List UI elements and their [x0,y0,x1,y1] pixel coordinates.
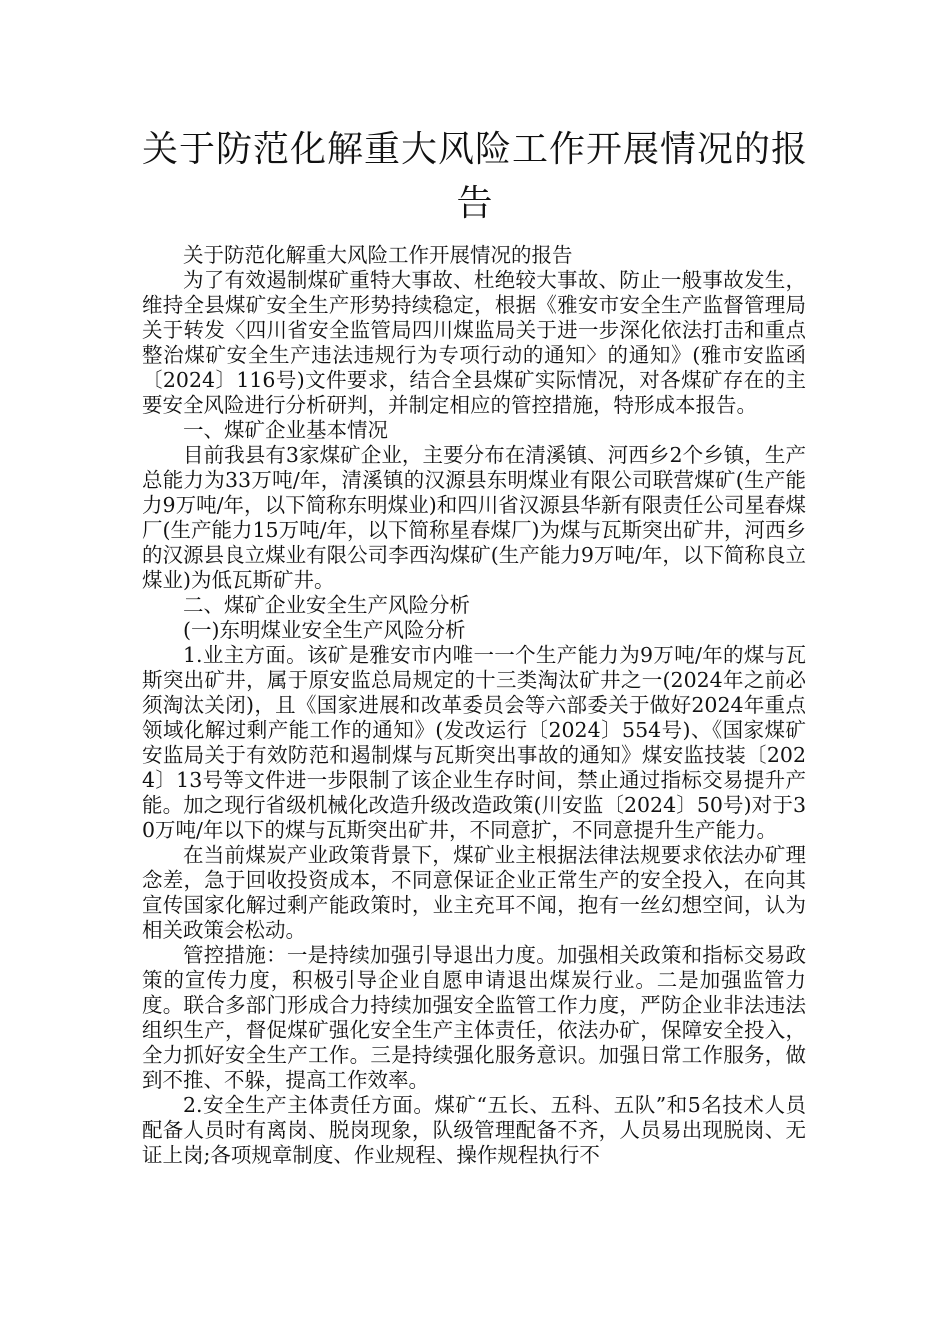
subsection-heading-dongming: (一)东明煤业安全生产风险分析 [183,618,466,642]
paragraph-policy-background: 在当前煤炭产业政策背景下，煤矿业主根据法律法规要求依法办矿理念差，急于回收投资成本，不同意保证企业正常生产的安全投入，在向其宣传国家化解过剩产能政策时，业主充耳不闻，抱有一丝幻想空间，认为相关政策会松动。 [142,843,806,942]
paragraph-responsibility: 2.安全生产主体责任方面。煤矿“五长、五科、五队”和5名技术人员配备人员时有离岗、脱岗现象，队级管理配备不齐，人员易出现脱岗、无证上岗;各项规章制度、作业规程、操作规程执行不 [142,1093,806,1167]
paragraph-basic-info: 目前我县有3家煤矿企业，主要分布在清溪镇、河西乡2个乡镇，生产总能力为33万吨/年，清溪镇的汉源县东明煤业有限公司联营煤矿(生产能力9万吨/年，以下简称东明煤业)和四川省汉源县华新有限责任公司星春煤厂(生产能力15万吨/年，以下简称星春煤厂)为煤与瓦斯突出矿井，河西乡的汉源县良立煤业有限公司李西沟煤矿(生产能力9万吨/年，以下简称良立煤业)为低瓦斯矿井。 [142,443,806,592]
document-body [142,243,806,1168]
paragraph-control-measures: 管控措施：一是持续加强引导退出力度。加强相关政策和指标交易政策的宣传力度，积极引导企业自愿申请退出煤炭行业。二是加强监管力度。联合多部门形成合力持续加强安全监管工作力度，严防企业非法违法组织生产，督促煤矿强化安全生产主体责任，依法办矿，保障安全投入，全力抓好安全生产工作。三是持续强化服务意识。加强日常工作服务，做到不推、不躲，提高工作效率。 [142,943,806,1092]
document-title: 关于防范化解重大风险工作开展情况的报告 [141,129,808,224]
paragraph-owner-aspect: 1.业主方面。该矿是雅安市内唯一一个生产能力为9万吨/年的煤与瓦斯突出矿井，属于原安监总局规定的十三类淘汰矿井之一(2024年之前必须淘汰关闭)，且《国家进展和改革委员会等六部委关于做好2024年重点领域化解过剩产能工作的通知》(发改运行〔2024〕554号)、《国家煤矿安监局关于有效防范和遏制煤与瓦斯突出事故的通知》煤安监技装〔2024〕13号等文件进一步限制了该企业生存时间，禁止通过指标交易提升产能。加之现行省级机械化改造升级改造政策(川安监〔2024〕50号)对于30万吨/年以下的煤与瓦斯突出矿井，不同意扩，不同意提升生产能力。 [142,643,806,842]
section-heading-risk-analysis: 二、煤矿企业安全生产风险分析 [183,593,470,617]
section-heading-basic-info: 一、煤矿企业基本情况 [183,418,388,442]
paragraph-intro: 为了有效遏制煤矿重特大事故、杜绝较大事故、防止一般事故发生，维持全县煤矿安全生产形势持续稳定，根据《雅安市安全生产监督管理局关于转发〈四川省安全监管局四川煤监局关于进一步深化依法打击和重点整治煤矿安全生产违法违规行为专项行动的通知〉的通知》(雅市安监函〔2024〕116号)文件要求，结合全县煤矿实际情况，对各煤矿存在的主要安全风险进行分析研判，并制定相应的管控措施，特形成本报告。 [142,268,806,417]
paragraph-heading-repeat: 关于防范化解重大风险工作开展情况的报告 [183,243,573,267]
